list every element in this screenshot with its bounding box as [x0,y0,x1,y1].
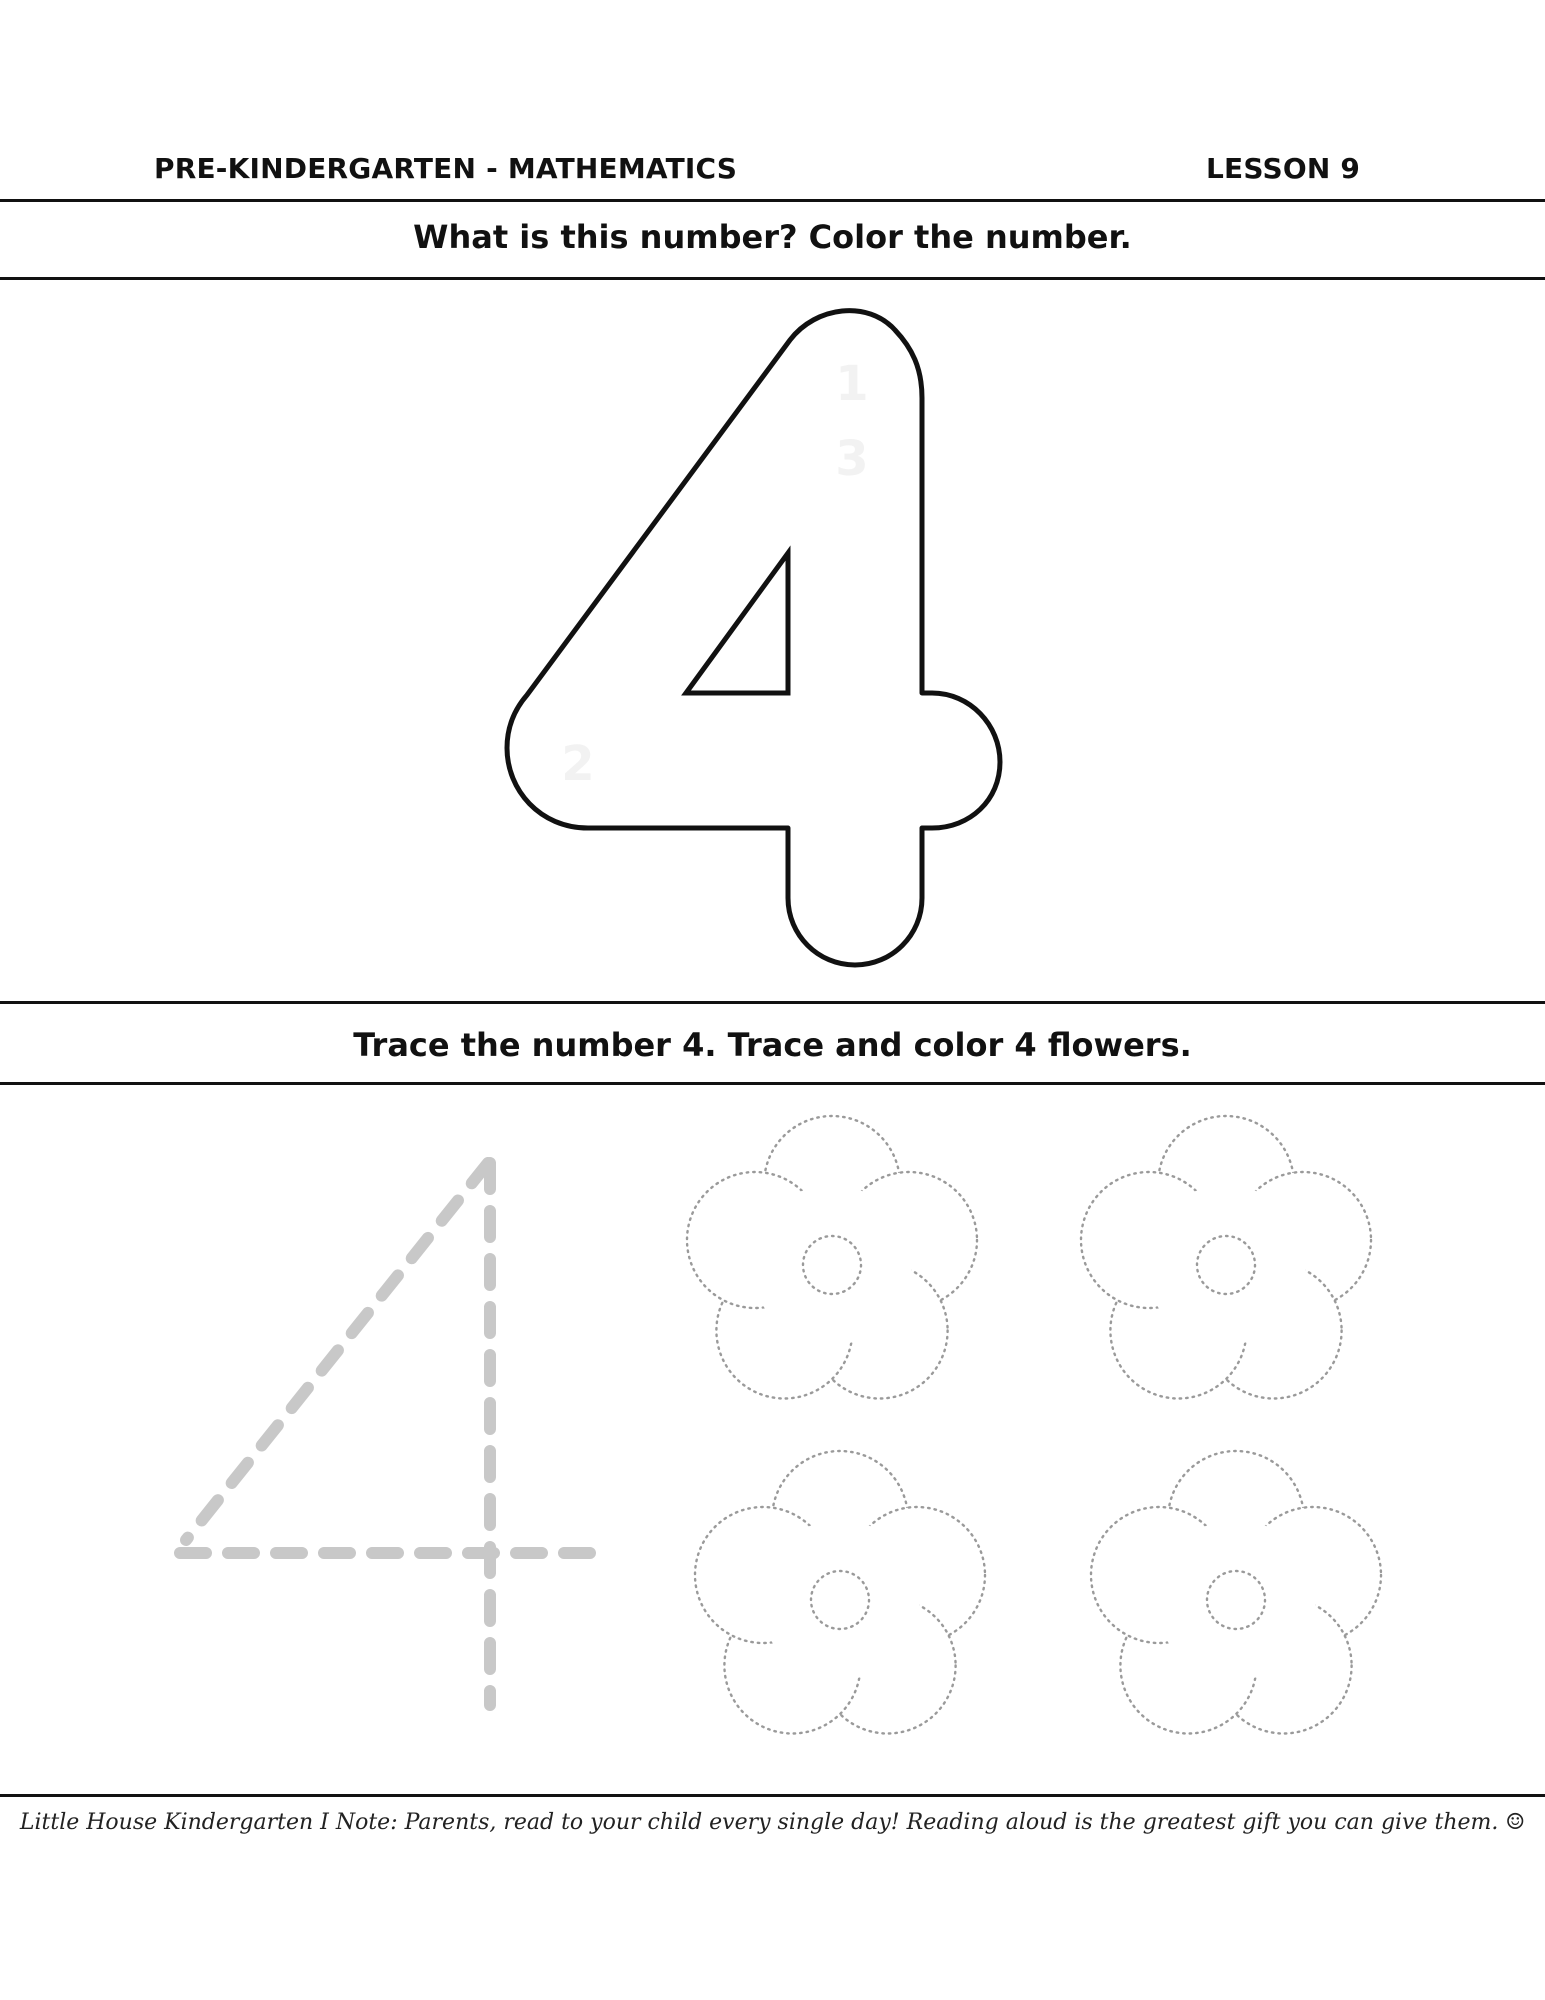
flower-center[interactable] [811,1571,869,1629]
section-rule [0,1001,1545,1004]
color-instruction: What is this number? Color the number. [413,218,1132,256]
flower[interactable] [1091,1451,1381,1734]
trace-instruction: Trace the number 4. Trace and color 4 flowers. [353,1026,1192,1064]
trace-number-dashed[interactable] [180,1163,600,1705]
footer-rule [0,1794,1545,1797]
big-number-outline[interactable] [507,311,1000,965]
flower[interactable] [695,1451,985,1734]
stroke-order-label-1: 1 [835,356,869,412]
instruction-rule-bottom [0,1082,1545,1085]
worksheet-subject: PRE-KINDERGARTEN - MATHEMATICS [154,152,738,185]
stroke-order-label-2: 2 [561,736,595,792]
flowers-group [687,1116,1381,1734]
flower-center[interactable] [1207,1571,1265,1629]
stroke-order-label-3: 3 [835,431,869,487]
flower[interactable] [1081,1116,1371,1399]
lesson-number: LESSON 9 [1206,152,1361,185]
flower-center[interactable] [803,1236,861,1294]
footer-note: Little House Kindergarten I Note: Parents, read to your child every single day! Reading aloud is the greatest gift you can give them. ☺ [19,1810,1526,1835]
trace-stroke-diagonal[interactable] [186,1163,488,1540]
flower-center[interactable] [1197,1236,1255,1294]
flower[interactable] [687,1116,977,1399]
